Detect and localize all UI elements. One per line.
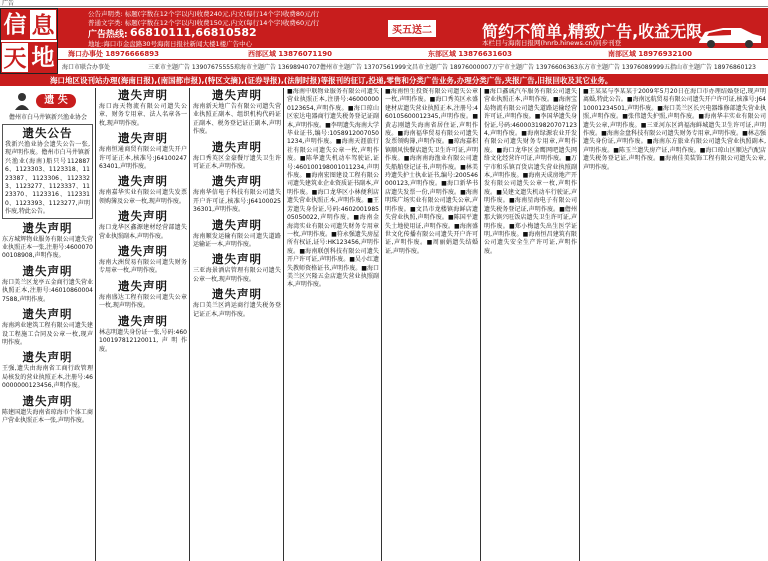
office-tags [58, 60, 768, 74]
notice-body: 三亚海景酒店管理有限公司遗失公章一枚,现声明作废。 [193, 267, 281, 283]
lost-notice [2, 264, 93, 304]
lost-notice [99, 88, 187, 128]
column-6 [482, 88, 580, 561]
left-notices [0, 122, 95, 428]
notice-title: 遗失声明 [22, 307, 73, 322]
notice-title: 遗失声明 [118, 244, 168, 259]
masthead [0, 8, 768, 48]
lost-notice [193, 252, 281, 284]
notice-body: 海口美兰区龙亭五金商行遗失营业执照正本,注册号:460108600047588,声明作废。 [2, 278, 93, 303]
office-haikou: 海口办事处 18976666893 [68, 50, 160, 58]
lost-notice [99, 314, 187, 354]
notice-body: 海口海天物流有限公司遗失公章、财务专用章、法人名章各一枚,现声明作废。 [99, 103, 187, 127]
column-2 [97, 88, 190, 561]
lost-notice [2, 350, 93, 390]
person-icon [14, 92, 30, 110]
notice-body: 东方城辉物业服务有限公司遗失营业执照正本一张,注册号:460007000108908,声明作废。 [2, 235, 93, 260]
logo-char-1: 信 [1, 9, 29, 40]
public-notice [2, 124, 93, 219]
notice-body: 海口秀英区金豪餐厅遗失卫生许可证正本,声明作废。 [193, 154, 281, 171]
column-7 [581, 88, 768, 561]
lost-notice [99, 279, 187, 311]
car-icon [695, 20, 765, 50]
website-note: 本栏目与海南日报网(hnrb.hinews.cn)同步刊登 [482, 39, 622, 47]
notice-title: 遗失声明 [212, 174, 262, 189]
notice-body: 海南嘉华实业有限公司遗失发票领购簿及公章一枚,现声明作废。 [99, 189, 187, 205]
notice-title: 遗失声明 [118, 278, 168, 293]
notice-title: 遗失声明 [118, 313, 168, 328]
lost-notice [99, 174, 187, 206]
notice-title: 遗失声明 [118, 131, 168, 146]
lost-notice [193, 140, 281, 172]
office-south: 南部区域 18976932100 [608, 50, 693, 58]
classified-text: ■海南中联物业服务有限公司遗失营业执照正本,注册号:460000000123654,声明作废。■海口琼山区宏达电器商行遗失税务登记证副本,声明作废。■李明遗失海南大学毕业证书,编号:10589120070501234,声明作废。■海南天涯旅行社有限公司遗失公章一枚,声明作废。■陈华遗失机动车驾驶证,证号:460100198001011234,声明作废。■海南宏图建设工程有限公司遗失建筑业企业资质证书副本,声明作废。■海口龙华区小林便利店遗失营业执照正本,声明作废。■王芳遗失身份证,号码:460200198505050022,声明作废。■海南金海湾实业有限公司遗失财务专用章一枚,声明作废。■符永强遗失房屋所有权证,证号:HK123456,声明作废。■海南联创科技有限公司遗失开户许可证,声明作废。■吴小红遗失教师资格证书,声明作废。■海口美兰区兴隆五金店遗失营业执照副本,声明作废。 [287, 88, 379, 289]
office-tag: 文昌市主题广告 18976000007 [406, 64, 492, 71]
notice-title: 遗失声明 [118, 88, 168, 102]
notice-body: 海南鸿业建筑工程有限公司遗失建设工程施工合同及公章一枚,现声明作废。 [2, 322, 93, 346]
office-tag: 三亚市主题广告 13907675555 [148, 64, 234, 71]
hotline-numbers: 66810111,66810582 [130, 26, 257, 39]
notice-body: 海南华信电子科技有限公司遗失开户许可证,核准号:J6410002536301,声明作废。 [193, 189, 281, 214]
lost-notice [193, 88, 281, 137]
notice-body: 海口龙华区鑫源建材经营部遗失营业执照副本,声明作废。 [99, 224, 187, 240]
lost-notice [2, 221, 93, 261]
office-tag: 海口市联合办事处 [62, 64, 111, 71]
pricing-line-2: 普通文字类: 标题(字数在12个字以内)收费150元,内文(每行14个字)收费60元/行 [88, 19, 320, 27]
notice-title: 遗失声明 [212, 287, 262, 302]
lost-notice [193, 218, 281, 250]
classified-text: ■王某某与李某某于2009年5月20日在海口市办理结婚登记,现声明离婚,特此公告。■海南远航贸易有限公司遗失开户许可证,核准号:J6410001234501,声明作废。■海口美兰区长兴电器维修部遗失营业执照,声明作废。■张伟遗失护照,声明作废。■海南华丰实业有限公司遗失公章,声明作废。■三亚河东区鸿福海鲜城遗失卫生许可证,声明作废。■海南金盘科技有限公司遗失财务专用章,声明作废。■林志强遗失身份证,声明作废。■海南东方旅业有限公司遗失营业执照副本,声明作废。■陈玉兰遗失房产证,声明作废。■海口琼山区顺达汽配店遗失税务登记证,声明作废。■海南佳美装饰工程有限公司遗失公章,声明作废。 [583, 88, 766, 171]
office-tag: 儋州市主题广告 13707561999 [320, 64, 406, 71]
office-tag: 五指山市主题广告 18976860123 [664, 64, 756, 71]
lost-header [8, 92, 88, 110]
notice-title: 遗失公告 [22, 126, 73, 140]
notice-title: 遗失声明 [212, 139, 262, 154]
section-label: 广告 [2, 0, 15, 7]
notice-title: 遗失声明 [118, 174, 168, 189]
notice-title: 遗失声明 [212, 252, 262, 267]
column-4 [285, 88, 382, 561]
lost-notice [2, 394, 93, 426]
notice-body: 海南大洲贸易有限公司遗失财务专用章一枚,声明作废。 [99, 259, 187, 275]
lost-notice [193, 174, 281, 214]
notice-body: 海南顺发运输有限公司遗失道路运输证一本,声明作废。 [193, 232, 281, 249]
notice-title: 遗失声明 [22, 393, 73, 408]
notice-body: 王强,遗失由海南省工商行政管理局核发的营业执照正本,注册号:460000000123456,声明作废。 [2, 365, 93, 390]
office-west: 西部区域 13876071190 [248, 50, 333, 58]
notice-body: 海口美兰区鸿运商行遗失税务登记证正本,声明作废。 [193, 302, 281, 318]
lost-notice [99, 209, 187, 241]
office-row [58, 48, 768, 60]
slogan: 简约不简单,精致广告,收益无限 [482, 22, 703, 41]
lost-notice [2, 307, 93, 347]
notice-body: 海南盛达工程有限公司遗失公章一枚,现声明作废。 [99, 293, 187, 310]
notice-title: 遗失声明 [22, 263, 73, 278]
notice-body: 海南恒通商贸有限公司遗失开户许可证正本,核准号:J6410024763401,声明作废。 [99, 146, 187, 171]
service-banner [0, 74, 768, 86]
classified-text: ■海南恒生投资有限公司遗失公章一枚,声明作废。■海口秀英区永盛建材店遗失营业执照正本,注册号:460105600012345,声明作废。■黄志刚遗失海南省居住证,声明作废。■海南福华贸易有限公司遗失发票领购簿,声明作废。■琼海嘉积镇顺风快餐店遗失卫生许可证,声明作废。■海南南海渔业有限公司遗失船舶登记证书,声明作废。■林美玲遗失护士执业证书,编号:200546000123,声明作废。■海口新华书店遗失发票一份,声明作废。■海南明珠广场实业有限公司遗失公章,声明作废。■文昌市龙楼镇海鲜店遗失营业执照,声明作废。■陈国平遗失土地使用证,声明作废。■海南盛世文化传播有限公司遗失开户许可证,声明作废。■周丽娟遗失结婚证,声明作废。 [385, 88, 478, 255]
notice-title: 遗失声明 [212, 217, 262, 232]
banner-text: 海口地区设刊站办理(海南日报),(南国都市报),(特区文摘),(证券导报),(法制时报)等报刊的征订,投递,零售和分类广告业务,办理分类广告,夹报广告,旧报回收及其它业务。 [50, 76, 613, 85]
lost-label: 遗 失 [36, 94, 76, 108]
top-strip [0, 0, 768, 7]
notice-title: 遗失声明 [212, 88, 262, 102]
lost-subtitle: 儋州市白马井镇新兴渔业协会 [8, 114, 87, 121]
notice-title: 遗失声明 [22, 220, 73, 235]
promo-badge: 买五送二 [388, 20, 436, 37]
lost-notice [99, 131, 187, 171]
notice-body: 林志明遗失身份证一张,号码:460100197812120011,声明作废。 [99, 328, 187, 353]
pricing-line-1: 公告声明类: 标题(字数在12个字以内)收费240元,内文(每行14个字)收费80元/行 [88, 10, 320, 18]
notice-title: 遗失声明 [118, 209, 168, 224]
office-tag: 琼海市主题广告 13698940707 [234, 64, 320, 71]
logo-char-2: 息 [29, 9, 57, 40]
address: 地址:海口市金盘路30号海南日报社新闻大楼1楼广告中心 [88, 40, 253, 48]
left-column [0, 88, 96, 561]
logo-char-4: 地 [29, 42, 57, 73]
office-tag: 东方市主题广告 13976089999 [578, 64, 664, 71]
notice-body: 海南新天地广告有限公司遗失营业执照正副本、组织机构代码证正副本、税务登记证正副本,声明作废。 [193, 103, 281, 136]
hotline-label: 广告热线: [88, 30, 128, 40]
classified-text: ■海口鑫诚汽车服务有限公司遗失营业执照正本,声明作废。■海南宝岛物流有限公司遗失道路运输经营许可证,声明作废。■李国华遗失身份证,号码:460003198207071234,声明作废。■海南绿源农业开发有限公司遗失财务专用章,声明作废。■海口龙华区金鹰网吧遗失网络文化经营许可证,声明作废。■万宁市和乐镇百货店遗失营业执照副本,声明作废。■海南天成房地产开发有限公司遗失公章一枚,声明作废。■吴建文遗失机动车行驶证,声明作废。■海南星海电子有限公司遗失税务登记证,声明作废。■儋州那大镇兴旺饭店遗失卫生许可证,声明作废。■郑小梅遗失出生医学证明,声明作废。■海南恒昌建筑有限公司遗失安全生产许可证,声明作废。 [484, 88, 577, 255]
office-tag: 万宁市主题广告 13976606363 [492, 64, 578, 71]
logo-char-3: 天 [1, 42, 29, 73]
lost-notice [193, 287, 281, 319]
notice-body: 陈建国遗失海南省琼海市个体工商户营业执照正本一张,声明作废。 [2, 408, 93, 424]
lost-notice [99, 244, 187, 276]
logo [0, 8, 58, 74]
notice-body: 我新兴渔业协会遗失公告一张,现声明作废。儋州市白马井镇新兴渔业(海南)船只号1128876、1123303、1123318、1123387、1123306、1123323、1123277、1123337、1123370、1123316、1123310、1123393、1123277,声明作废,特此公告。 [5, 141, 90, 216]
office-east: 东部区域 13876631603 [428, 50, 513, 58]
column-5 [383, 88, 481, 561]
column-3 [191, 88, 284, 561]
notice-title: 遗失声明 [22, 350, 73, 365]
